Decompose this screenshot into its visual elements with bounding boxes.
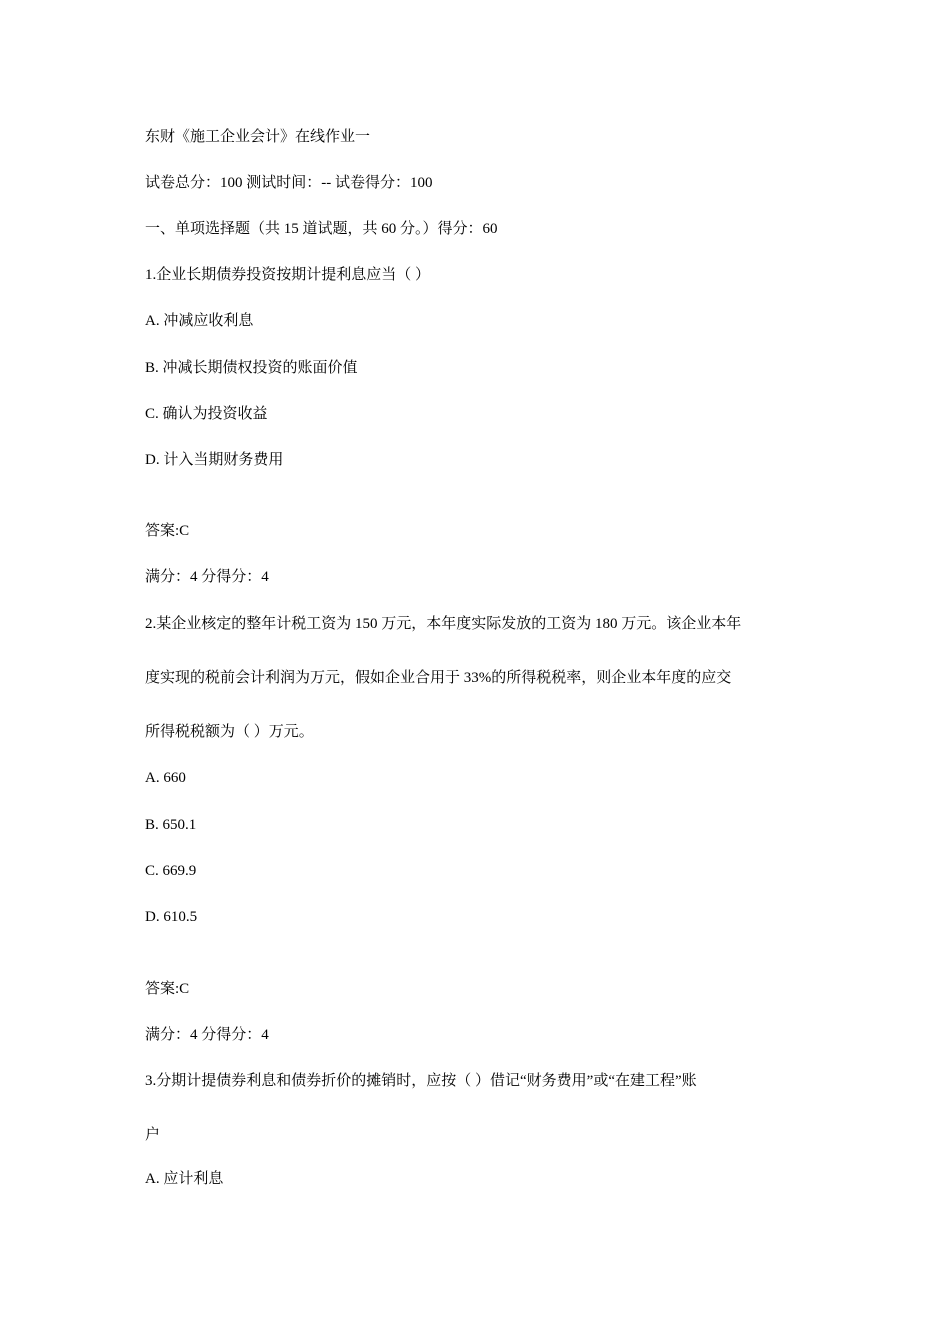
question-1-option-c: C. 确认为投资收益 — [145, 406, 268, 422]
question-1-option-a: A. 冲减应收利息 — [145, 313, 254, 329]
question-2-stem-line-1: 2.某企业核定的整年计税工资为 150 万元，本年度实际发放的工资为 180 万元。该企业本年 — [145, 616, 742, 632]
document-title: 东财《施工企业会计》在线作业一 — [145, 129, 371, 145]
question-2-option-d: D. 610.5 — [145, 909, 198, 925]
question-2-option-b: B. 650.1 — [145, 817, 197, 833]
question-2-score: 满分：4 分得分：4 — [145, 1027, 269, 1043]
exam-summary: 试卷总分：100 测试时间：-- 试卷得分：100 — [145, 175, 433, 191]
question-3-option-a: A. 应计利息 — [145, 1171, 224, 1187]
question-3-stem-line-2: 户 — [145, 1127, 161, 1143]
question-1-score: 满分：4 分得分：4 — [145, 569, 269, 585]
question-1-stem: 1.企业长期债券投资按期计提利息应当（ ） — [145, 267, 431, 283]
question-2-option-a: A. 660 — [145, 770, 186, 786]
question-2-stem-line-3: 所得税税额为（ ）万元。 — [145, 724, 314, 740]
question-3-stem-line-1: 3.分期计提债券利息和债券折价的摊销时，应按（ ）借记“财务费用”或“在建工程”账 — [145, 1073, 697, 1089]
question-1-option-d: D. 计入当期财务费用 — [145, 452, 284, 468]
question-1-option-b: B. 冲减长期债权投资的账面价值 — [145, 360, 358, 376]
section-heading: 一、单项选择题（共 15 道试题，共 60 分。）得分：60 — [145, 221, 498, 237]
question-2-answer: 答案:C — [145, 981, 190, 997]
question-2-stem-line-2: 度实现的税前会计利润为万元，假如企业合用于 33%的所得税税率，则企业本年度的应交 — [145, 670, 732, 686]
question-1-answer: 答案:C — [145, 523, 190, 539]
question-2-option-c: C. 669.9 — [145, 863, 197, 879]
